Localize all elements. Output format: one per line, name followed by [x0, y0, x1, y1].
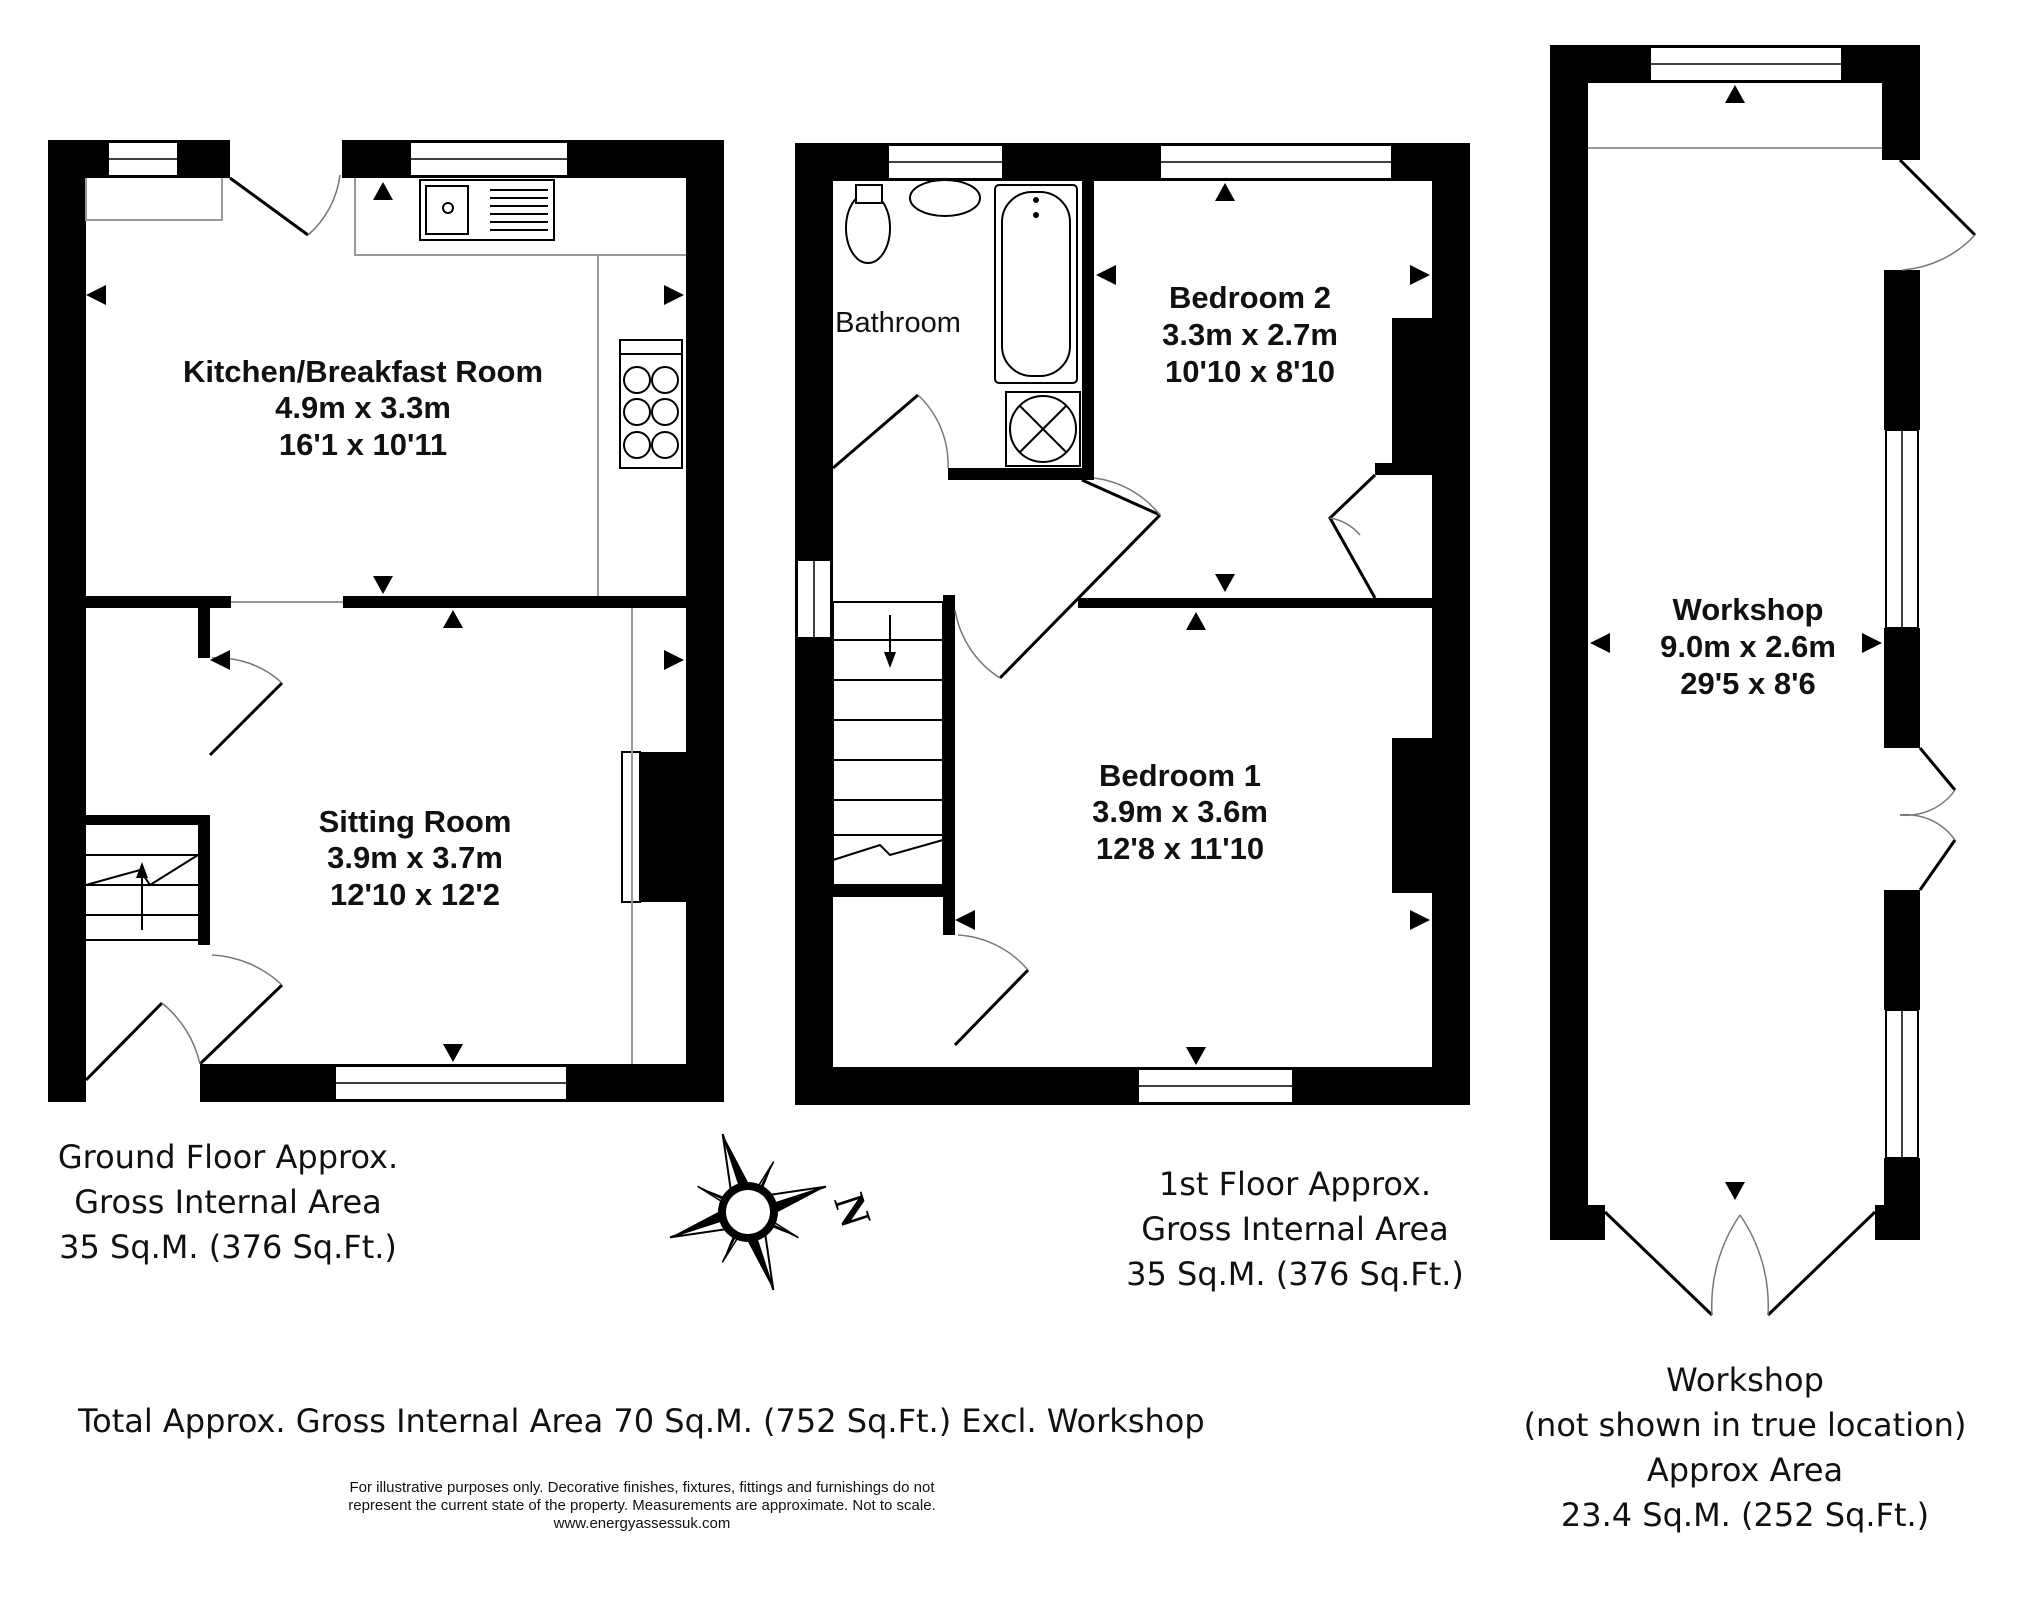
double-door [1605, 1212, 1712, 1315]
door [1900, 160, 1975, 235]
ground-floor-caption [58, 1138, 398, 1266]
room-imperial: 12'10 x 12'2 [330, 877, 500, 912]
room-imperial: 29'5 x 8'6 [1680, 666, 1816, 701]
door [230, 178, 308, 235]
door [210, 683, 282, 755]
room-imperial: 12'8 x 11'10 [1095, 831, 1265, 866]
wall [343, 596, 686, 608]
caption-line: Ground Floor Approx. [57, 1138, 399, 1176]
wall [1882, 45, 1920, 160]
disclaimer-line: For illustrative purposes only. Decorative finishes, fixtures, fittings and furnishings do not [349, 1479, 935, 1496]
wall [686, 140, 724, 1102]
wall [943, 595, 955, 935]
double-door [1920, 748, 1955, 790]
ground-floor-plan [48, 140, 724, 1102]
first-floor-caption [1126, 1165, 1464, 1293]
disclaimer-line: represent the current state of the property. Measurements are approximate. Not to scale. [348, 1497, 936, 1514]
room-imperial: 16'1 x 10'11 [278, 427, 448, 462]
room-imperial: 10'10 x 8'10 [1165, 354, 1335, 389]
wall [48, 140, 86, 1102]
room-metric: 3.9m x 3.6m [1092, 794, 1268, 829]
wall [1432, 143, 1470, 1105]
caption-line: Gross Internal Area [74, 1183, 382, 1221]
caption-line: Gross Internal Area [1141, 1210, 1449, 1248]
wardrobe-door [1330, 475, 1375, 598]
total-area: Total Approx. Gross Internal Area 70 Sq.M. (752 Sq.Ft.) Excl. Workshop [78, 1402, 1205, 1440]
room-name: Bathroom [835, 307, 961, 339]
door [200, 985, 282, 1064]
room-metric: 3.9m x 3.7m [327, 840, 503, 875]
room-name: Bedroom 1 [1099, 758, 1261, 793]
wall [1884, 270, 1920, 430]
wall [198, 608, 210, 658]
wall [86, 815, 199, 825]
room-name: Sitting Room [318, 804, 512, 839]
wall [1884, 890, 1920, 1010]
wall [1875, 1205, 1920, 1240]
chimney-breast [640, 752, 686, 902]
wall [1550, 45, 1588, 1240]
workshop-plan [1550, 45, 1975, 1315]
wall [795, 1067, 1470, 1105]
wall [198, 815, 210, 945]
room-name: Kitchen/Breakfast Room [182, 354, 544, 389]
caption-line: 1st Floor Approx. [1158, 1165, 1432, 1203]
room-name: Bedroom 2 [1169, 280, 1331, 315]
caption-line: Workshop [1666, 1361, 1824, 1399]
door [955, 970, 1028, 1045]
caption-line: 35 Sq.M. (376 Sq.Ft.) [1126, 1255, 1464, 1293]
chimney-breast [1392, 318, 1432, 463]
caption-line: 35 Sq.M. (376 Sq.Ft.) [59, 1228, 397, 1266]
wall [948, 468, 1094, 480]
door [86, 1003, 162, 1080]
room-metric: 9.0m x 2.6m [1660, 629, 1836, 664]
staircase [833, 602, 943, 885]
cooker [620, 340, 682, 468]
washbasin [910, 180, 980, 216]
wall [1375, 463, 1432, 475]
room-metric: 4.9m x 3.3m [275, 390, 451, 425]
caption-line: (not shown in true location) [1523, 1406, 1967, 1444]
door [1000, 515, 1160, 678]
compass-rose-icon [645, 1109, 852, 1316]
wall [1550, 1205, 1605, 1240]
disclaimer-website: www.energyassessuk.com [553, 1515, 731, 1532]
room-name: Workshop [1672, 592, 1824, 627]
workshop-caption [1524, 1361, 1967, 1534]
wall [1078, 598, 1432, 608]
first-floor-plan [795, 143, 1470, 1105]
compass-north-label: N [824, 1187, 881, 1233]
caption-line: Approx Area [1646, 1451, 1844, 1489]
door [833, 395, 918, 468]
caption-line: 23.4 Sq.M. (252 Sq.Ft.) [1560, 1496, 1930, 1534]
wall [1884, 628, 1920, 748]
wall [86, 596, 231, 608]
room-metric: 3.3m x 2.7m [1162, 317, 1338, 352]
wall [833, 885, 943, 897]
wall [1082, 181, 1094, 477]
chimney-breast [1392, 738, 1432, 893]
